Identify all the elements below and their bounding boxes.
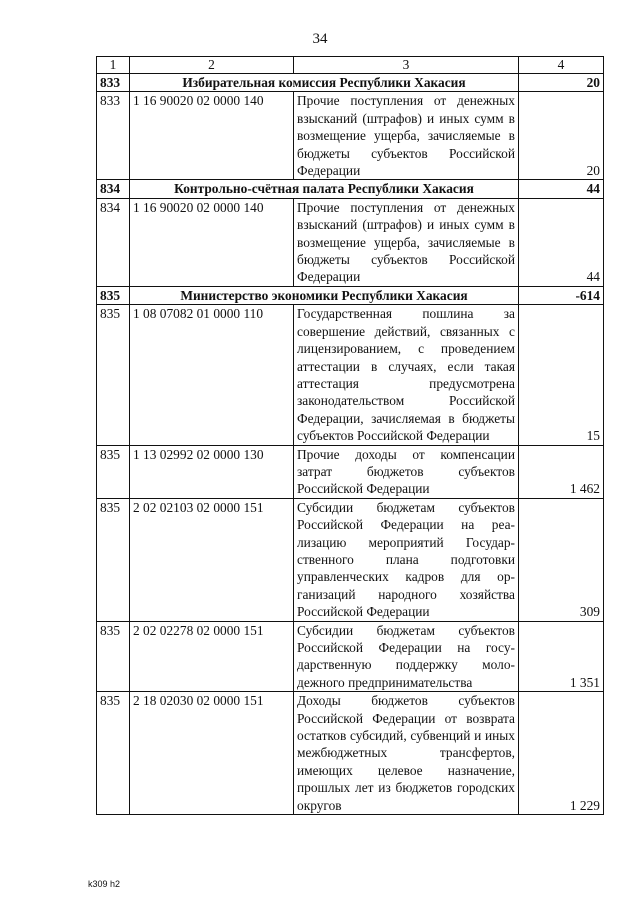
- revenue-description: Прочие доходы от компенсации затрат бюджетов субъектов Российской Федерации: [294, 445, 519, 498]
- admin-code: 833: [97, 92, 130, 180]
- budget-classification-code: 2 02 02278 02 0000 151: [130, 621, 294, 692]
- admin-code: 834: [97, 198, 130, 286]
- group-code: 834: [97, 180, 130, 198]
- admin-code: 835: [97, 305, 130, 445]
- budget-classification-code: 1 16 90020 02 0000 140: [130, 92, 294, 180]
- revenue-table: [96, 56, 604, 815]
- group-header-row: [97, 74, 604, 92]
- column-header: 3: [294, 57, 519, 74]
- admin-code: 835: [97, 498, 130, 621]
- group-name: Избирательная комиссия Республики Хакасия: [130, 74, 519, 92]
- amount: 1 462: [519, 445, 604, 498]
- group-name: Контрольно-счётная палата Республики Хакасия: [130, 180, 519, 198]
- budget-classification-code: 1 08 07082 01 0000 110: [130, 305, 294, 445]
- group-code: 833: [97, 74, 130, 92]
- column-header: 1: [97, 57, 130, 74]
- revenue-description: Доходы бюджетов субъектов Российской Федерации от возврата остатков субсидий, субвенций и иных межбюджетных трансфертов, имеющих целевое назначение, прошлых лет из бюджетов городских округов: [294, 692, 519, 815]
- admin-code: 835: [97, 445, 130, 498]
- admin-code: 835: [97, 692, 130, 815]
- revenue-description: Субсидии бюджетам субъектов Российской Федерации на государственную поддержку молодежного предпринимательства: [294, 621, 519, 692]
- amount: 1 229: [519, 692, 604, 815]
- revenue-description: Субсидии бюджетам субъектов Российской Федерации на реализацию мероприятий Государственного плана подготовки управленческих кадров для организаций народного хозяйства Российской Федерации: [294, 498, 519, 621]
- revenue-description: Прочие поступления от денежных взысканий (штрафов) и иных сумм в возмещение ущерба, зачисляемые в бюджеты субъектов Российской Федерации: [294, 198, 519, 286]
- group-total: -614: [519, 286, 604, 304]
- amount: 20: [519, 92, 604, 180]
- group-code: 835: [97, 286, 130, 304]
- group-total: 44: [519, 180, 604, 198]
- budget-classification-code: 2 18 02030 02 0000 151: [130, 692, 294, 815]
- table-row: [97, 445, 604, 498]
- footer-code: k309 h2: [88, 879, 121, 889]
- group-header-row: [97, 180, 604, 198]
- page-number: 34: [312, 31, 328, 47]
- amount: 44: [519, 198, 604, 286]
- amount: 1 351: [519, 621, 604, 692]
- admin-code: 835: [97, 621, 130, 692]
- table-row: [97, 198, 604, 286]
- table-row: [97, 92, 604, 180]
- column-header-row: [97, 57, 604, 74]
- budget-classification-code: 1 13 02992 02 0000 130: [130, 445, 294, 498]
- amount: 15: [519, 305, 604, 445]
- table-row: [97, 621, 604, 692]
- column-header: 4: [519, 57, 604, 74]
- budget-classification-code: 2 02 02103 02 0000 151: [130, 498, 294, 621]
- amount: 309: [519, 498, 604, 621]
- revenue-description: Государственная пошлина за совершение действий, связанных с лицензированием, с проведением аттестации в случаях, если такая аттестация предусмотрена законодательством Российской Федерации, зачисляемая в бюджеты субъектов Российской Федерации: [294, 305, 519, 445]
- budget-classification-code: 1 16 90020 02 0000 140: [130, 198, 294, 286]
- table-row: [97, 692, 604, 815]
- group-header-row: [97, 286, 604, 304]
- table-row: [97, 498, 604, 621]
- column-header: 2: [130, 57, 294, 74]
- group-name: Министерство экономики Республики Хакасия: [130, 286, 519, 304]
- revenue-description: Прочие поступления от денежных взысканий (штрафов) и иных сумм в возмещение ущерба, зачисляемые в бюджеты субъектов Российской Федерации: [294, 92, 519, 180]
- table-row: [97, 305, 604, 445]
- group-total: 20: [519, 74, 604, 92]
